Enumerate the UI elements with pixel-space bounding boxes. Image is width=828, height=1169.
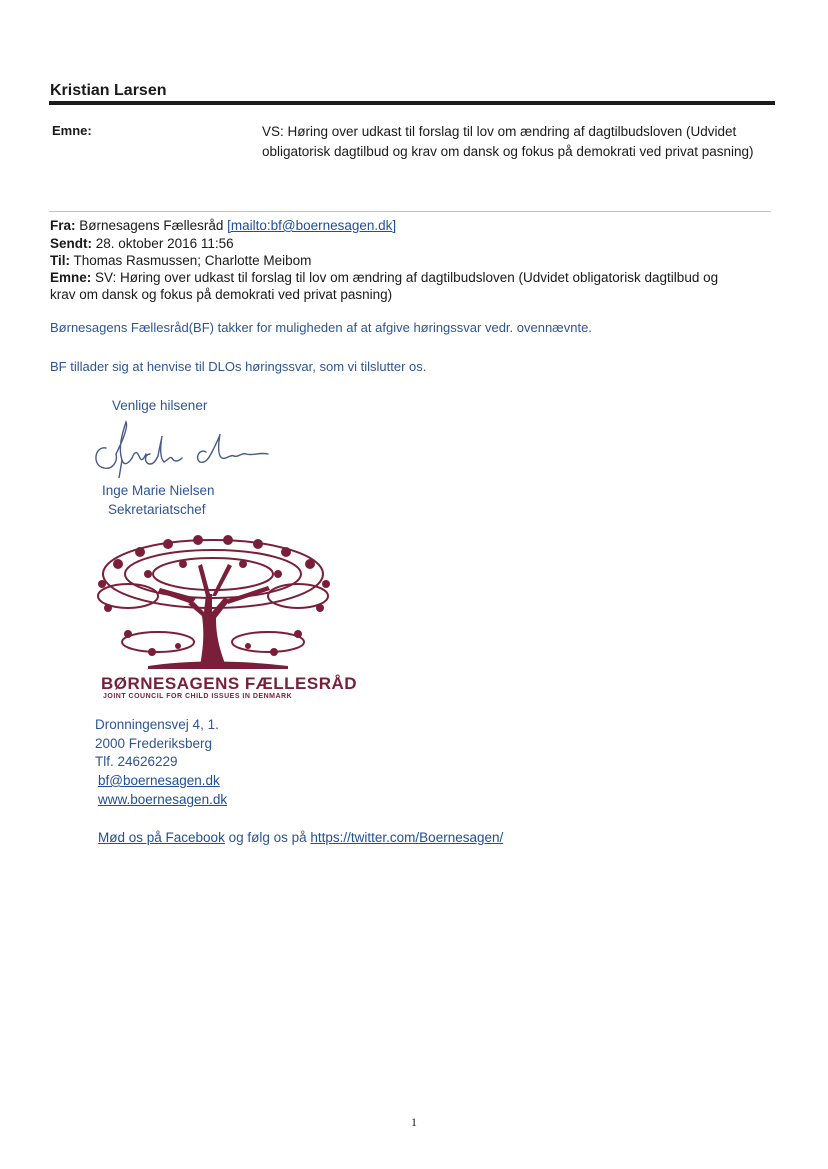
to-label: Til: (50, 253, 70, 268)
social-line (98, 828, 503, 847)
org-tagline: JOINT COUNCIL FOR CHILD ISSUES IN DENMARK (103, 693, 293, 700)
signature-greeting: Venlige hilsener (112, 398, 208, 413)
body-paragraph-1: Børnesagens Fællesråd(BF) takker for muligheden af at afgive høringssvar vedr. ovennævnte. (50, 320, 592, 335)
signature-name: Inge Marie Nielsen (102, 483, 215, 498)
contact-phone: Tlf. 24626229 (95, 754, 178, 769)
sent-label: Sendt: (50, 236, 92, 251)
facebook-link[interactable]: Mød os på Facebook (98, 830, 225, 845)
forward-subject-label: Emne: (50, 270, 92, 285)
body-paragraph-2: BF tillader sig at henvise til DLOs høringssvar, som vi tilslutter os. (50, 359, 427, 374)
from-mailto-link[interactable]: [mailto:bf@boernesagen.dk] (227, 218, 397, 233)
forward-subject-value-2: krav om dansk og fokus på demokrati ved privat pasning) (50, 287, 393, 302)
website-link[interactable]: www.boernesagen.dk (98, 792, 228, 807)
email-link[interactable]: bf@boernesagen.dk (98, 773, 220, 788)
contact-address: Dronningensvej 4, 1. (95, 717, 219, 732)
twitter-link[interactable]: https://twitter.com/Boernesagen/ (310, 830, 504, 845)
forward-divider (49, 211, 771, 212)
sent-value: 28. oktober 2016 11:56 (95, 236, 234, 251)
page-number: 1 (411, 1115, 417, 1129)
header-rule (49, 101, 775, 105)
signature-title: Sekretariatschef (108, 502, 206, 517)
forward-subject-value-1: SV: Høring over udkast til forslag til lov om ændring af dagtilbudsloven (Udvidet obligatorisk dagtilbud og (95, 270, 719, 285)
contact-city: 2000 Frederiksberg (95, 736, 213, 751)
to-value: Thomas Rasmussen; Charlotte Meibom (73, 253, 312, 268)
from-line (50, 217, 396, 235)
contact-website (98, 790, 227, 809)
tree-logo (88, 534, 338, 674)
social-mid-text: og følg os på (224, 830, 311, 845)
to-line (50, 252, 311, 270)
handwritten-signature (88, 418, 278, 478)
author-name: Kristian Larsen (50, 82, 167, 99)
forward-subject-line (50, 269, 718, 287)
sent-line (50, 235, 234, 253)
from-label: Fra: (50, 218, 76, 233)
org-name: BØRNESAGENS FÆLLESRÅD (101, 674, 358, 693)
subject-label: Emne: (52, 123, 92, 138)
subject-value: VS: Høring over udkast til forslag til lov om ændring af dagtilbudsloven (Udvidet obligatorisk dagtilbud og krav om dansk og fokus på demokrati ved privat pasning) (262, 124, 754, 159)
from-name: Børnesagens Fællesråd (79, 218, 224, 233)
contact-email (98, 771, 220, 790)
